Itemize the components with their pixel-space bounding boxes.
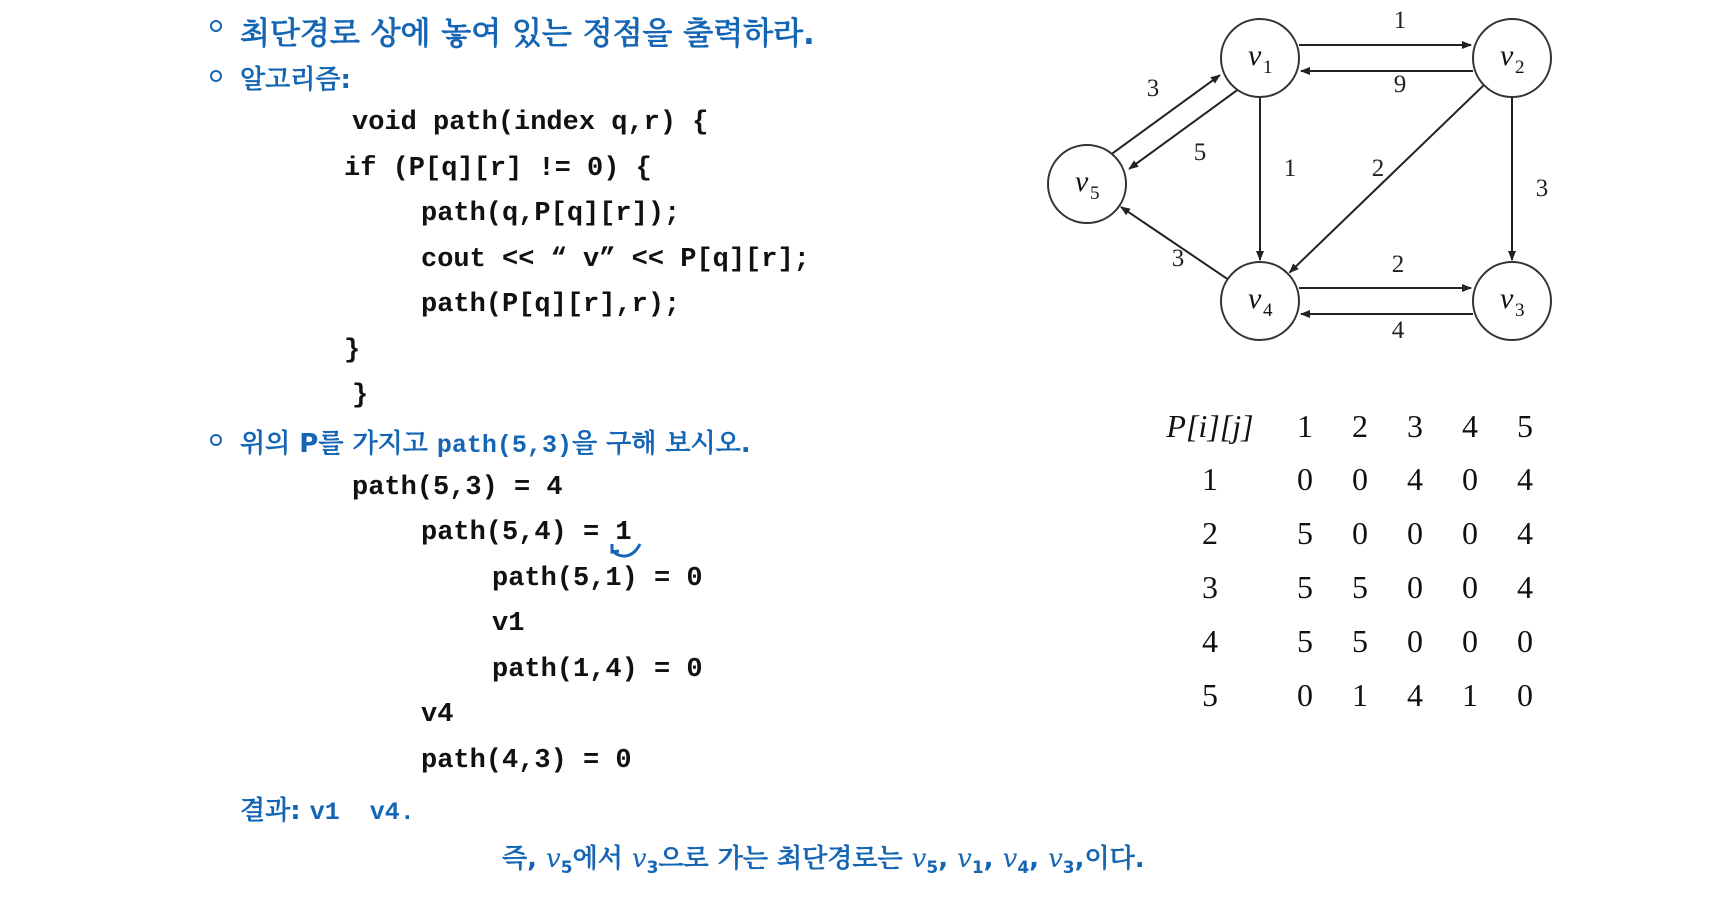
vertex-v5: v bbox=[546, 844, 561, 874]
vertex-sub: 3 bbox=[1062, 858, 1075, 879]
matrix-header-label: P[i][j] bbox=[1166, 410, 1254, 444]
vertex-v3: v bbox=[631, 844, 647, 874]
graph-diagram bbox=[1030, 0, 1590, 360]
vertex-sub: 5 bbox=[560, 858, 573, 879]
vertex-sub: 1 bbox=[971, 858, 984, 879]
node-label-v5: v bbox=[1075, 165, 1089, 198]
matrix-cell: 0 bbox=[1462, 569, 1478, 605]
code-line: void path(index q,r) { bbox=[352, 108, 709, 138]
node-sub-v5: 5 bbox=[1090, 183, 1100, 204]
edge-weight-v2-v4: 2 bbox=[1371, 155, 1385, 182]
matrix-cell: 4 bbox=[1407, 461, 1423, 497]
matrix-cell: 5 bbox=[1352, 623, 1368, 659]
edge-weight-v1-v5: 5 bbox=[1193, 139, 1207, 166]
path-vertex: v bbox=[1048, 844, 1063, 874]
matrix-cell: 1 bbox=[1462, 677, 1478, 713]
edge-weight-v4-v3: 2 bbox=[1391, 251, 1405, 278]
matrix-col-header: 5 bbox=[1517, 410, 1533, 444]
trace-line: path(5,3) = 4 bbox=[352, 473, 563, 503]
edge-weight-v2-v3: 3 bbox=[1535, 175, 1549, 202]
matrix-cell: 0 bbox=[1297, 461, 1313, 497]
matrix-cell: 5 bbox=[1297, 569, 1313, 605]
code-line: } bbox=[344, 336, 361, 366]
bullet-icon bbox=[210, 20, 222, 32]
predecessor-matrix bbox=[1150, 410, 1550, 740]
matrix-row-header: 2 bbox=[1202, 515, 1218, 551]
heading-exercise-suffix: 을 구해 보시오. bbox=[571, 429, 751, 459]
node-label-v4: v bbox=[1248, 282, 1262, 315]
trace-line: path(1,4) = 0 bbox=[492, 655, 703, 685]
matrix-col-header: 3 bbox=[1407, 410, 1423, 444]
curved-arrow-icon bbox=[608, 538, 648, 564]
path-vertex: v bbox=[1002, 844, 1018, 874]
matrix-cell: 5 bbox=[1297, 623, 1313, 659]
heading-exercise-prefix: 위의 P를 가지고 bbox=[240, 429, 437, 459]
matrix-cell: 5 bbox=[1352, 569, 1368, 605]
trace-line: path(5,1) = 0 bbox=[492, 564, 703, 594]
code-line: path(P[q][r],r); bbox=[421, 290, 681, 320]
matrix-row-header: 5 bbox=[1202, 677, 1218, 713]
heading-print-path: 최단경로 상에 놓여 있는 정점을 출력하라. bbox=[240, 16, 815, 52]
vertex-sub: 4 bbox=[1017, 858, 1030, 879]
matrix-cell: 4 bbox=[1517, 515, 1533, 551]
vertex-sub: 5 bbox=[926, 858, 939, 879]
path-vertex: v bbox=[957, 844, 972, 874]
edge-weight-v3-v4: 4 bbox=[1391, 317, 1405, 344]
result-line bbox=[240, 790, 415, 827]
matrix-cell: 4 bbox=[1407, 677, 1423, 713]
matrix-row-header: 1 bbox=[1202, 461, 1218, 497]
bullet-icon bbox=[210, 434, 222, 446]
bullet-icon bbox=[210, 70, 222, 82]
matrix-cell: 0 bbox=[1407, 515, 1423, 551]
conclusion-mid1: 에서 bbox=[572, 844, 632, 874]
matrix-cell: 0 bbox=[1352, 515, 1368, 551]
path-vertex: v bbox=[911, 844, 927, 874]
graph-nodes bbox=[1048, 19, 1551, 340]
edge-weight-v5-v1: 3 bbox=[1146, 75, 1160, 102]
node-sub-v3: 3 bbox=[1515, 300, 1525, 321]
node-sub-v4: 4 bbox=[1263, 300, 1273, 321]
vertex-sub: 3 bbox=[646, 858, 659, 879]
node-label-v2: v bbox=[1500, 39, 1514, 72]
conclusion-line: 즉, $v_5$에서 $v_3$으로 가는 최단경로는 $v_5$, $v_1$, $v_4$, $v_3$,이다. bbox=[502, 844, 1145, 879]
matrix-cell: 4 bbox=[1517, 569, 1533, 605]
edge-v2-v4 bbox=[1290, 85, 1484, 272]
matrix-col-header: 2 bbox=[1352, 410, 1368, 444]
matrix-cell: 0 bbox=[1462, 515, 1478, 551]
trace-line: path(5,4) = 1 bbox=[421, 518, 632, 548]
matrix-cell: 0 bbox=[1517, 623, 1533, 659]
matrix-col-header: 4 bbox=[1462, 410, 1478, 444]
edge-weight-v2-v1: 9 bbox=[1393, 71, 1407, 98]
node-sub-v2: 2 bbox=[1515, 57, 1525, 78]
heading-exercise-code: path(5,3) bbox=[436, 431, 572, 460]
matrix-row-header: 4 bbox=[1202, 623, 1218, 659]
trace-line: v1 bbox=[492, 609, 525, 639]
conclusion-mid2: 으로 가는 최단경로는 bbox=[658, 844, 912, 874]
matrix-cell: 1 bbox=[1352, 677, 1368, 713]
edge-weight-v1-v2: 1 bbox=[1393, 7, 1407, 34]
matrix-cell: 0 bbox=[1297, 677, 1313, 713]
node-sub-v1: 1 bbox=[1263, 57, 1273, 78]
matrix-cell: 0 bbox=[1462, 461, 1478, 497]
code-line: } bbox=[352, 381, 369, 411]
result-value: v1 v4. bbox=[309, 798, 415, 827]
matrix-cell: 0 bbox=[1517, 677, 1533, 713]
heading-exercise bbox=[240, 423, 751, 460]
code-line: if (P[q][r] != 0) { bbox=[344, 154, 652, 184]
trace-line: v4 bbox=[421, 700, 454, 730]
matrix-cell: 0 bbox=[1352, 461, 1368, 497]
matrix-cell: 0 bbox=[1462, 623, 1478, 659]
matrix-cell: 4 bbox=[1517, 461, 1533, 497]
node-label-v3: v bbox=[1500, 282, 1514, 315]
matrix-cell: 0 bbox=[1407, 623, 1423, 659]
heading-algorithm: 알고리즘: bbox=[240, 65, 351, 95]
matrix-cell: 5 bbox=[1297, 515, 1313, 551]
edge-weight-v1-v4: 1 bbox=[1283, 155, 1297, 182]
edge-weight-v4-v5: 3 bbox=[1171, 245, 1185, 272]
conclusion-suffix: 이다. bbox=[1084, 844, 1145, 874]
node-label-v1: v bbox=[1248, 39, 1262, 72]
conclusion-prefix: 즉, bbox=[502, 844, 547, 874]
trace-line: path(4,3) = 0 bbox=[421, 746, 632, 776]
code-line: cout << “ v” << P[q][r]; bbox=[421, 245, 810, 275]
matrix-cell: 0 bbox=[1407, 569, 1423, 605]
code-line: path(q,P[q][r]); bbox=[421, 199, 681, 229]
result-label: 결과: bbox=[240, 796, 301, 826]
matrix-col-header: 1 bbox=[1297, 410, 1313, 444]
matrix-row-header: 3 bbox=[1202, 569, 1218, 605]
